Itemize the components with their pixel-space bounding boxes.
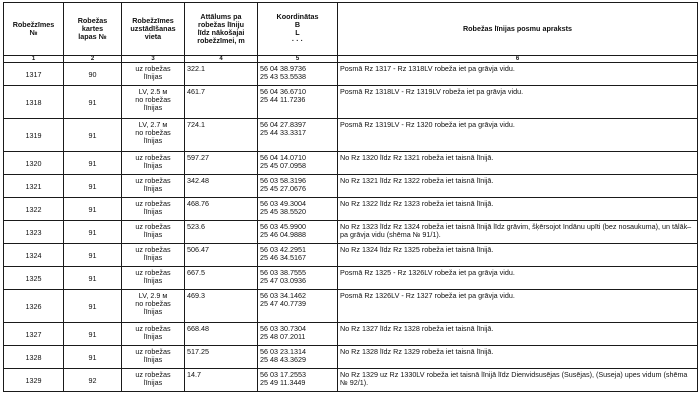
distance-to-next: 517.25: [185, 346, 258, 369]
installation-place-line: līnijas: [143, 230, 163, 239]
distance-to-next: 597.27: [185, 152, 258, 175]
coordinate-l: 25 46 34.5167: [260, 253, 306, 262]
column-number: 2: [64, 56, 122, 63]
map-sheet-number: 91: [64, 198, 122, 221]
installation-place: [122, 63, 185, 86]
table-row: [4, 290, 698, 323]
coordinates: [258, 369, 338, 392]
map-sheet-number: 91: [64, 267, 122, 290]
installation-place-line: uz robežas: [135, 370, 171, 379]
coordinate-b: 56 03 45.9900: [260, 222, 306, 231]
segment-description: No Rz 1322 līdz Rz 1323 robeža iet taisnā līnijā.: [338, 198, 698, 221]
coordinate-b: 56 04 14.0710: [260, 153, 306, 162]
table-row: [4, 119, 698, 152]
distance-to-next: 724.1: [185, 119, 258, 152]
segment-description: No Rz 1324 līdz Rz 1325 robeža iet taisnā līnijā.: [338, 244, 698, 267]
coordinate-l: 25 45 38.5520: [260, 207, 306, 216]
segment-description: Posmā Rz 1325 - Rz 1326LV robeža iet pa grāvja vidu.: [338, 267, 698, 290]
distance-to-next: 506.47: [185, 244, 258, 267]
coordinate-b: 56 04 36.6710: [260, 87, 306, 96]
marker-number: 1325: [4, 267, 64, 290]
map-sheet-number: 91: [64, 290, 122, 323]
map-sheet-number: 91: [64, 86, 122, 119]
installation-place-line: uz robežas: [135, 268, 171, 277]
map-sheet-number: 91: [64, 244, 122, 267]
installation-place-line: līnijas: [143, 103, 163, 112]
installation-place: [122, 290, 185, 323]
distance-to-next: 468.76: [185, 198, 258, 221]
coordinate-b: 56 03 58.3196: [260, 176, 306, 185]
marker-number: 1318: [4, 86, 64, 119]
column-number: 1: [4, 56, 64, 63]
table-row: [4, 86, 698, 119]
table-row: [4, 244, 698, 267]
coordinate-b: 56 04 38.9736: [260, 64, 306, 73]
installation-place-line: no robežas: [135, 299, 171, 308]
installation-place-line: uz robežas: [135, 347, 171, 356]
distance-to-next: 14.7: [185, 369, 258, 392]
installation-place-line: uz robežas: [135, 176, 171, 185]
installation-place: [122, 323, 185, 346]
boundary-markers-table: [3, 2, 698, 392]
installation-place-line: LV, 2.7 м: [138, 120, 168, 129]
coordinate-b: 56 03 17.2553: [260, 370, 306, 379]
coordinates: [258, 175, 338, 198]
installation-place: [122, 198, 185, 221]
header-coordinates: Koordinātas B L · · ·: [258, 3, 338, 56]
table-row: [4, 152, 698, 175]
coordinates: [258, 86, 338, 119]
coordinate-b: 56 03 23.1314: [260, 347, 306, 356]
column-number-row: [4, 56, 698, 63]
segment-description: No Rz 1329 uz Rz 1330LV robeža iet taisnā līnijā līdz Dienvidsusējas (Susējas), (Suseja) upes vidum (shēma № 92/1).: [338, 369, 698, 392]
map-sheet-number: 91: [64, 221, 122, 244]
installation-place: [122, 221, 185, 244]
marker-number: 1329: [4, 369, 64, 392]
distance-to-next: 342.48: [185, 175, 258, 198]
coordinates: [258, 346, 338, 369]
coordinates: [258, 244, 338, 267]
coordinate-l: 25 43 53.5538: [260, 72, 306, 81]
distance-to-next: 668.48: [185, 323, 258, 346]
column-number: 3: [122, 56, 185, 63]
coordinate-l: 25 47 03.0936: [260, 276, 306, 285]
installation-place-line: līnijas: [143, 207, 163, 216]
coordinates: [258, 152, 338, 175]
coordinates: [258, 221, 338, 244]
installation-place-line: līnijas: [143, 184, 163, 193]
marker-number: 1323: [4, 221, 64, 244]
table-row: [4, 198, 698, 221]
table-row: [4, 346, 698, 369]
segment-description: Posmā Rz 1317 - Rz 1318LV robeža iet pa grāvja vidu.: [338, 63, 698, 86]
coordinates: [258, 119, 338, 152]
installation-place-line: LV, 2.5 м: [138, 87, 168, 96]
distance-to-next: 469.3: [185, 290, 258, 323]
map-sheet-number: 91: [64, 175, 122, 198]
marker-number: 1317: [4, 63, 64, 86]
installation-place: [122, 244, 185, 267]
table-row: [4, 63, 698, 86]
table-row: [4, 323, 698, 346]
installation-place-line: līnijas: [143, 136, 163, 145]
table-row: [4, 221, 698, 244]
coordinate-b: 56 03 30.7304: [260, 324, 306, 333]
coordinates: [258, 290, 338, 323]
installation-place-line: līnijas: [143, 307, 163, 316]
coordinates: [258, 323, 338, 346]
installation-place-line: uz robežas: [135, 245, 171, 254]
coordinate-l: 25 48 43.3629: [260, 355, 306, 364]
segment-description: No Rz 1327 līdz Rz 1328 robeža iet taisnā līnijā.: [338, 323, 698, 346]
coordinate-l: 25 48 07.2011: [260, 332, 306, 341]
segment-description: No Rz 1323 līdz Rz 1324 robeža iet taisnā līnijā līdz grāvim, šķērsojot Indānu upīti (bez nosaukuma), un tālāk– pa grāvja vidu (shēma № 91/1).: [338, 221, 698, 244]
coordinate-l: 25 49 11.3449: [260, 378, 306, 387]
segment-description: Posmā Rz 1319LV - Rz 1320 robeža iet pa grāvja vidu.: [338, 119, 698, 152]
installation-place-line: uz robežas: [135, 199, 171, 208]
coordinate-l: 25 44 33.3317: [260, 128, 306, 137]
segment-description: Posmā Rz 1318LV - Rz 1319LV robeža iet pa grāvja vidu.: [338, 86, 698, 119]
installation-place-line: no robežas: [135, 95, 171, 104]
installation-place-line: uz robežas: [135, 222, 171, 231]
distance-to-next: 667.5: [185, 267, 258, 290]
installation-place-line: līnijas: [143, 378, 163, 387]
installation-place: [122, 119, 185, 152]
segment-description: No Rz 1328 līdz Rz 1329 robeža iet taisnā līnijā.: [338, 346, 698, 369]
marker-number: 1321: [4, 175, 64, 198]
map-sheet-number: 90: [64, 63, 122, 86]
installation-place: [122, 152, 185, 175]
coordinate-b: 56 03 38.7555: [260, 268, 306, 277]
marker-number: 1320: [4, 152, 64, 175]
table-body: [4, 63, 698, 392]
coordinates: [258, 267, 338, 290]
coordinate-b: 56 03 42.2951: [260, 245, 306, 254]
map-sheet-number: 91: [64, 152, 122, 175]
installation-place-line: no robežas: [135, 128, 171, 137]
coordinate-l: 25 45 27.0676: [260, 184, 306, 193]
installation-place: [122, 86, 185, 119]
coordinate-l: 25 47 40.7739: [260, 299, 306, 308]
table-row: [4, 267, 698, 290]
map-sheet-number: 91: [64, 119, 122, 152]
installation-place-line: uz robežas: [135, 324, 171, 333]
header-installation-place: Robežzīmes uzstādīšanas vieta: [122, 3, 185, 56]
marker-number: 1322: [4, 198, 64, 221]
coordinates: [258, 63, 338, 86]
coordinate-l: 25 44 11.7236: [260, 95, 306, 104]
header-map-sheet: Robežas kartes lapas №: [64, 3, 122, 56]
installation-place-line: līnijas: [143, 253, 163, 262]
column-number: 4: [185, 56, 258, 63]
installation-place-line: līnijas: [143, 72, 163, 81]
coordinate-b: 56 03 34.1462: [260, 291, 306, 300]
coordinate-l: 25 45 07.0958: [260, 161, 306, 170]
header-description: Robežas līnijas posmu apraksts: [338, 3, 698, 56]
marker-number: 1327: [4, 323, 64, 346]
column-number: 5: [258, 56, 338, 63]
installation-place-line: LV, 2.9 м: [138, 291, 168, 300]
header-row: [4, 3, 698, 56]
column-number: 6: [338, 56, 698, 63]
map-sheet-number: 91: [64, 323, 122, 346]
installation-place: [122, 267, 185, 290]
installation-place: [122, 175, 185, 198]
segment-description: No Rz 1320 līdz Rz 1321 robeža iet taisnā līnijā.: [338, 152, 698, 175]
installation-place-line: līnijas: [143, 276, 163, 285]
installation-place: [122, 346, 185, 369]
distance-to-next: 461.7: [185, 86, 258, 119]
distance-to-next: 523.6: [185, 221, 258, 244]
installation-place-line: līnijas: [143, 161, 163, 170]
header-distance: Attālums pa robežas līniju līdz nākošajai robežzīmei, m: [185, 3, 258, 56]
installation-place-line: uz robežas: [135, 64, 171, 73]
table-row: [4, 369, 698, 392]
coordinate-b: 56 04 27.8397: [260, 120, 306, 129]
installation-place: [122, 369, 185, 392]
marker-number: 1328: [4, 346, 64, 369]
coordinate-l: 25 46 04.9888: [260, 230, 306, 239]
segment-description: No Rz 1321 līdz Rz 1322 robeža iet taisnā līnijā.: [338, 175, 698, 198]
segment-description: Posmā Rz 1326LV - Rz 1327 robeža iet pa grāvja vidu.: [338, 290, 698, 323]
distance-to-next: 322.1: [185, 63, 258, 86]
installation-place-line: līnijas: [143, 332, 163, 341]
map-sheet-number: 92: [64, 369, 122, 392]
installation-place-line: līnijas: [143, 355, 163, 364]
header-marker-number: Robežzīmes №: [4, 3, 64, 56]
coordinates: [258, 198, 338, 221]
marker-number: 1324: [4, 244, 64, 267]
map-sheet-number: 91: [64, 346, 122, 369]
installation-place-line: uz robežas: [135, 153, 171, 162]
coordinate-b: 56 03 49.3004: [260, 199, 306, 208]
marker-number: 1326: [4, 290, 64, 323]
marker-number: 1319: [4, 119, 64, 152]
table-row: [4, 175, 698, 198]
